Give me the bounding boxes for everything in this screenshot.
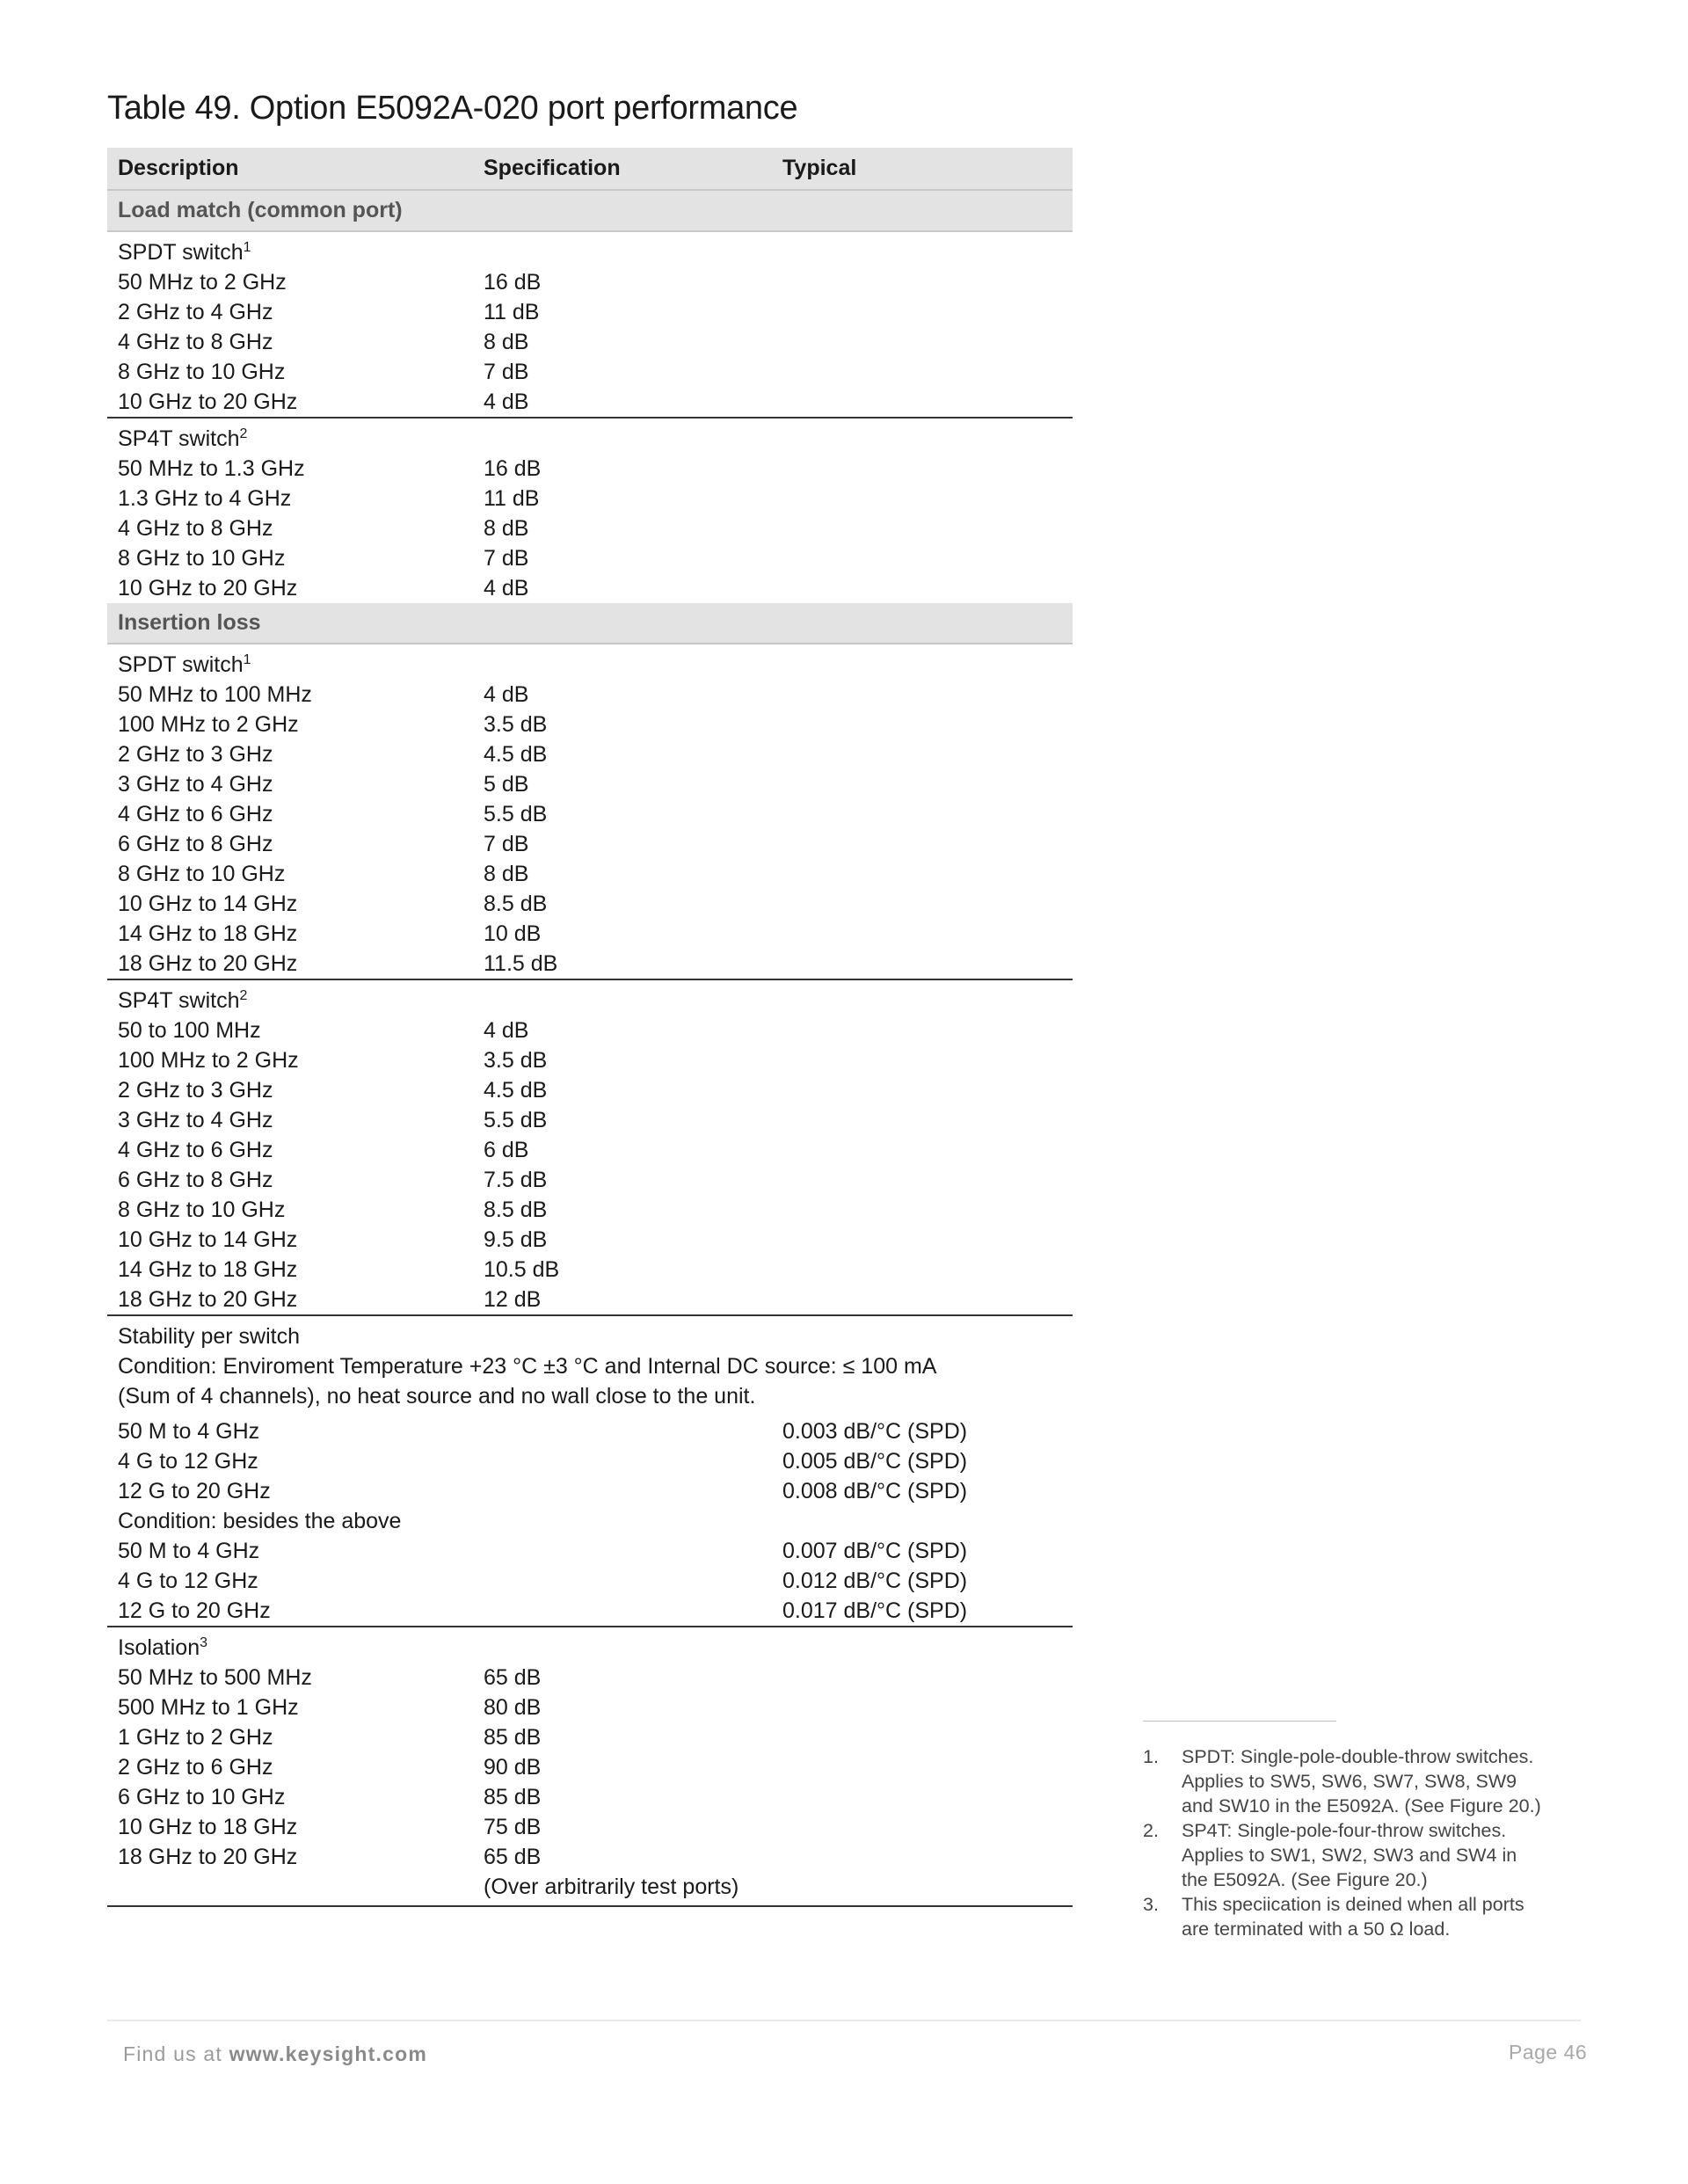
row-description: 100 MHz to 2 GHz (118, 1048, 299, 1073)
table-row (107, 1016, 1073, 1045)
row-description: 4 GHz to 6 GHz (118, 1138, 273, 1162)
table-row (107, 1722, 1073, 1752)
table-row (107, 1842, 1073, 1872)
row-description: 10 GHz to 14 GHz (118, 1227, 298, 1252)
footnote-line: This speciication is deined when all ports (1182, 1894, 1524, 1915)
footnotes (1143, 1744, 1600, 1941)
row-description: 8 GHz to 10 GHz (118, 1198, 286, 1222)
footnote-number: 3. (1143, 1894, 1159, 1915)
row-description: 2 GHz to 4 GHz (118, 300, 273, 324)
header-description: Description (118, 156, 239, 180)
footnote-line: SP4T: Single-pole-four-throw switches. (1182, 1820, 1507, 1841)
section-label: Insertion loss (118, 610, 261, 635)
table-row (107, 889, 1073, 919)
row-group (107, 1663, 1073, 1872)
group-label: SP4T switch (118, 426, 240, 451)
row-specification: 7 dB (484, 546, 529, 571)
row-specification: 5 dB (484, 772, 529, 797)
row-description: 50 M to 4 GHz (118, 1539, 260, 1563)
row-specification: 9.5 dB (484, 1227, 548, 1252)
table-row (107, 1195, 1073, 1225)
group-title (107, 980, 1073, 1016)
footnote-ref: 2 (239, 426, 248, 441)
page-title: Table 49. Option E5092A-020 port performance (107, 90, 798, 127)
row-specification: 80 dB (484, 1695, 542, 1720)
group-title (107, 1316, 1073, 1351)
row-description: 4 GHz to 8 GHz (118, 330, 273, 354)
footnote-number: 1. (1143, 1746, 1159, 1767)
row-specification: 10 dB (484, 921, 542, 946)
table-row (107, 1285, 1073, 1314)
footnote-line: Applies to SW1, SW2, SW3 and SW4 in (1182, 1845, 1517, 1866)
table-row (107, 739, 1073, 769)
row-specification: 4 dB (484, 576, 529, 601)
condition-line-1: Condition: Enviroment Temperature +23 °C ±3 °C and Internal DC source: ≤ 100 mA (118, 1354, 937, 1379)
table-row (107, 1255, 1073, 1285)
row-description: 4 GHz to 6 GHz (118, 802, 273, 826)
group-title (107, 1627, 1073, 1663)
row-description: 8 GHz to 10 GHz (118, 360, 286, 384)
footer-site-link[interactable]: www.keysight.com (229, 2042, 427, 2065)
table-header (107, 148, 1073, 191)
table-row (107, 1075, 1073, 1105)
row-specification: 3.5 dB (484, 1048, 548, 1073)
table-row (107, 1045, 1073, 1075)
row-specification: 65 dB (484, 1665, 542, 1690)
group-title (107, 644, 1073, 680)
row-group (107, 267, 1073, 417)
row-typical: 0.005 dB/°C (SPD) (782, 1449, 968, 1474)
footnote-item (1143, 1744, 1600, 1818)
table-row (107, 454, 1073, 484)
table-row (107, 1752, 1073, 1782)
row-specification: 11 dB (484, 486, 540, 511)
section-load-match (107, 191, 1073, 232)
row-description: 2 GHz to 3 GHz (118, 1078, 273, 1103)
row-description: 10 GHz to 20 GHz (118, 389, 298, 414)
table-row (107, 267, 1073, 297)
row-description: 18 GHz to 20 GHz (118, 951, 298, 976)
row-description: 6 GHz to 8 GHz (118, 1168, 273, 1192)
table-row (107, 769, 1073, 799)
table-row (107, 949, 1073, 979)
table-row (107, 1536, 1073, 1566)
row-specification: 11 dB (484, 300, 540, 324)
row-specification: 8 dB (484, 862, 529, 886)
row-group (107, 1536, 1073, 1626)
row-specification: 75 dB (484, 1815, 542, 1839)
trailer-note: (Over arbitrarily test ports) (484, 1875, 739, 1899)
row-description: 18 GHz to 20 GHz (118, 1287, 298, 1312)
table-row (107, 1782, 1073, 1812)
page-number: Page 46 (1509, 2041, 1588, 2064)
section-label: Load match (common port) (118, 198, 403, 222)
table-row (107, 1566, 1073, 1596)
table-row (107, 1596, 1073, 1626)
row-description: 4 G to 12 GHz (118, 1569, 258, 1593)
row-group (107, 1016, 1073, 1314)
table-row (107, 357, 1073, 387)
table-row (107, 1416, 1073, 1446)
row-typical: 0.012 dB/°C (SPD) (782, 1569, 968, 1593)
footnote-item (1143, 1892, 1600, 1941)
footnote-line: the E5092A. (See Figure 20.) (1182, 1869, 1428, 1890)
row-specification: 65 dB (484, 1845, 542, 1869)
row-specification: 8.5 dB (484, 892, 548, 916)
row-description: 3 GHz to 4 GHz (118, 1108, 273, 1132)
row-description: 10 GHz to 14 GHz (118, 892, 298, 916)
table-row (107, 799, 1073, 829)
footnote-line: are terminated with a 50 Ω load. (1182, 1918, 1451, 1940)
row-specification: 4 dB (484, 1018, 529, 1043)
row-specification: 8 dB (484, 516, 529, 541)
row-description: 50 to 100 MHz (118, 1018, 261, 1043)
row-description: 8 GHz to 10 GHz (118, 546, 286, 571)
header-typical: Typical (782, 156, 857, 180)
group-label: SPDT switch (118, 652, 244, 677)
table-row (107, 484, 1073, 513)
row-description: 14 GHz to 18 GHz (118, 921, 298, 946)
row-typical: 0.007 dB/°C (SPD) (782, 1539, 968, 1563)
row-specification: 11.5 dB (484, 951, 558, 976)
table-row (107, 859, 1073, 889)
table-row (107, 573, 1073, 603)
footnote-line: and SW10 in the E5092A. (See Figure 20.) (1182, 1795, 1541, 1816)
table-row (107, 297, 1073, 327)
row-group (107, 1416, 1073, 1506)
row-description: 18 GHz to 20 GHz (118, 1845, 298, 1869)
group-title (107, 232, 1073, 267)
footnote-line: SPDT: Single-pole-double-throw switches. (1182, 1746, 1534, 1767)
group-label: SP4T switch (118, 988, 240, 1013)
row-description: 2 GHz to 6 GHz (118, 1755, 273, 1780)
row-specification: 6 dB (484, 1138, 529, 1162)
table-row (107, 1872, 1073, 1902)
table-row (107, 829, 1073, 859)
group-label: SPDT switch (118, 240, 244, 265)
row-specification: 8 dB (484, 330, 529, 354)
footnote-line: Applies to SW5, SW6, SW7, SW8, SW9 (1182, 1771, 1517, 1792)
table-row (107, 680, 1073, 710)
row-description: 50 MHz to 100 MHz (118, 682, 312, 707)
row-specification: 5.5 dB (484, 1108, 548, 1132)
condition-line-2: (Sum of 4 channels), no heat source and no wall close to the unit. (118, 1384, 756, 1409)
row-description: 12 G to 20 GHz (118, 1598, 271, 1623)
table-row (107, 543, 1073, 573)
table-row (107, 1446, 1073, 1476)
footnote-ref: 2 (239, 988, 248, 1003)
table-row (107, 387, 1073, 417)
row-specification: 7.5 dB (484, 1168, 548, 1192)
table-row (107, 1165, 1073, 1195)
footer-divider (107, 2020, 1581, 2021)
table-row (107, 1105, 1073, 1135)
footer-prefix: Find us at (123, 2042, 222, 2065)
row-description: 500 MHz to 1 GHz (118, 1695, 299, 1720)
footnote-ref: 3 (200, 1635, 208, 1650)
row-group (107, 680, 1073, 979)
group-label: Isolation (118, 1635, 200, 1660)
condition-text (107, 1351, 1073, 1381)
row-typical: 0.008 dB/°C (SPD) (782, 1479, 968, 1503)
row-specification: 4 dB (484, 682, 529, 707)
footnote-number: 2. (1143, 1820, 1159, 1841)
footer-find-us (123, 2042, 427, 2066)
row-description: 50 MHz to 2 GHz (118, 270, 287, 295)
row-description: 6 GHz to 8 GHz (118, 832, 273, 856)
spec-table (107, 148, 1073, 1907)
table-row (107, 513, 1073, 543)
row-specification: 7 dB (484, 360, 529, 384)
table-row (107, 1135, 1073, 1165)
table-row (107, 919, 1073, 949)
row-description: 50 M to 4 GHz (118, 1419, 260, 1444)
row-description: 1.3 GHz to 4 GHz (118, 486, 292, 511)
row-specification: 90 dB (484, 1755, 542, 1780)
row-description: 4 G to 12 GHz (118, 1449, 258, 1474)
table-row (107, 327, 1073, 357)
row-description: 10 GHz to 18 GHz (118, 1815, 298, 1839)
row-specification: 7 dB (484, 832, 529, 856)
table-row (107, 1663, 1073, 1693)
table-row (107, 710, 1073, 739)
row-specification: 4 dB (484, 389, 529, 414)
group-title (107, 419, 1073, 454)
table-row (107, 1812, 1073, 1842)
row-group (107, 454, 1073, 603)
condition-text (107, 1506, 1073, 1536)
row-typical: 0.017 dB/°C (SPD) (782, 1598, 968, 1623)
table-row (107, 1476, 1073, 1506)
group-label: Stability per switch (118, 1324, 301, 1349)
header-specification: Specification (484, 156, 621, 180)
footnote-item (1143, 1818, 1600, 1892)
footnote-ref: 1 (243, 652, 251, 667)
row-specification: 85 dB (484, 1785, 542, 1809)
row-description: 4 GHz to 8 GHz (118, 516, 273, 541)
footnote-divider (1143, 1721, 1336, 1722)
row-specification: 16 dB (484, 270, 542, 295)
divider (107, 1905, 1073, 1907)
row-specification: 5.5 dB (484, 802, 548, 826)
row-description: 2 GHz to 3 GHz (118, 742, 273, 767)
condition-text (107, 1381, 1073, 1411)
row-specification: 85 dB (484, 1725, 542, 1750)
row-description: 100 MHz to 2 GHz (118, 712, 299, 737)
row-description: 50 MHz to 500 MHz (118, 1665, 312, 1690)
section-insertion-loss (107, 603, 1073, 644)
row-description: 8 GHz to 10 GHz (118, 862, 286, 886)
row-specification: 16 dB (484, 456, 542, 481)
row-specification: 4.5 dB (484, 1078, 548, 1103)
row-description: 12 G to 20 GHz (118, 1479, 271, 1503)
row-specification: 4.5 dB (484, 742, 548, 767)
condition-besides: Condition: besides the above (118, 1509, 402, 1533)
row-specification: 3.5 dB (484, 712, 548, 737)
row-specification: 12 dB (484, 1287, 542, 1312)
row-description: 1 GHz to 2 GHz (118, 1725, 273, 1750)
row-specification: 8.5 dB (484, 1198, 548, 1222)
row-description: 14 GHz to 18 GHz (118, 1257, 298, 1282)
footnote-ref: 1 (243, 240, 251, 255)
row-typical: 0.003 dB/°C (SPD) (782, 1419, 968, 1444)
row-description: 3 GHz to 4 GHz (118, 772, 273, 797)
row-description: 10 GHz to 20 GHz (118, 576, 298, 601)
row-description: 50 MHz to 1.3 GHz (118, 456, 305, 481)
row-description: 6 GHz to 10 GHz (118, 1785, 286, 1809)
table-row (107, 1693, 1073, 1722)
row-specification: 10.5 dB (484, 1257, 560, 1282)
table-row (107, 1225, 1073, 1255)
